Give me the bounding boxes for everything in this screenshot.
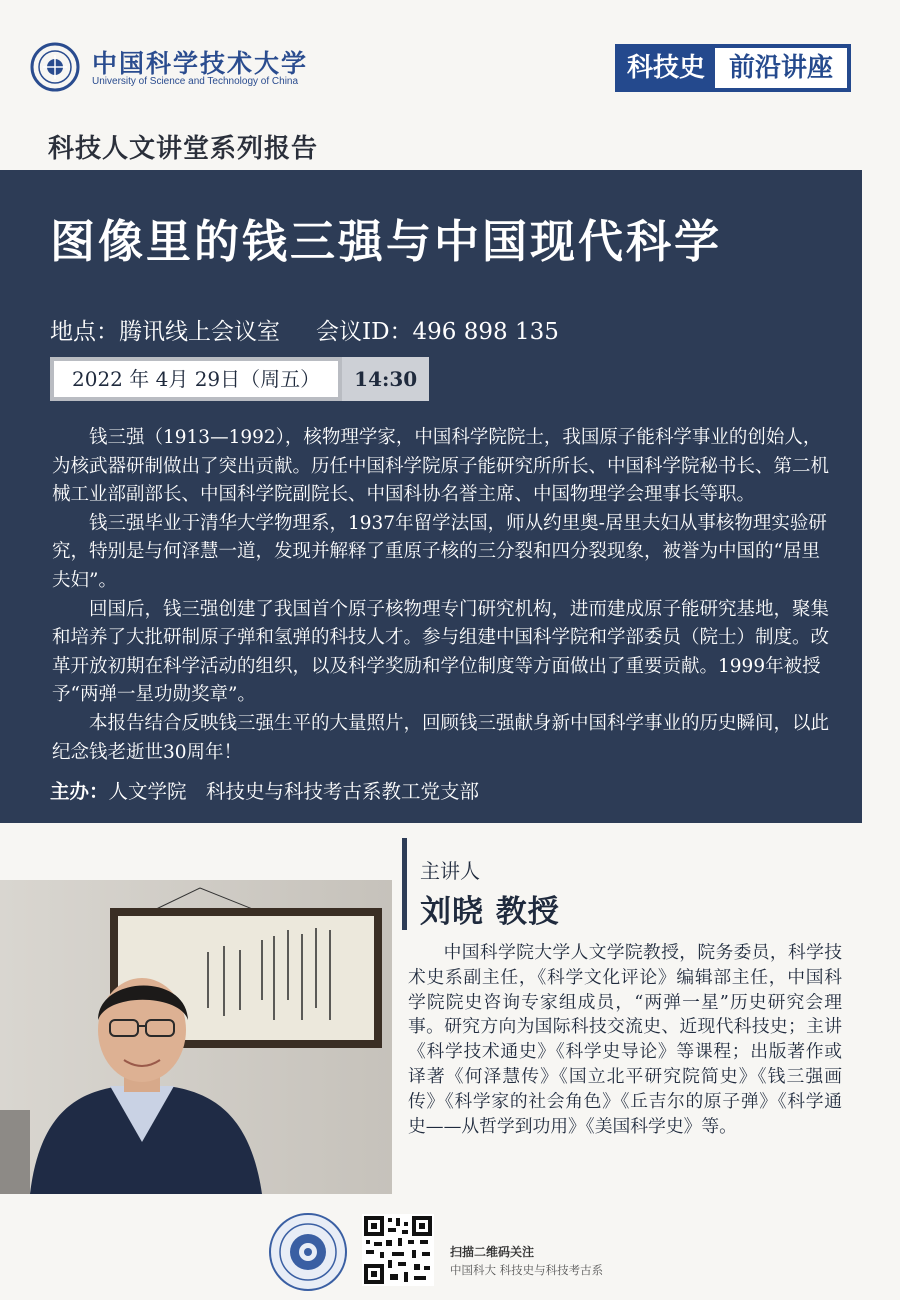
speaker-biography <box>408 941 842 1139</box>
location-text: 地点：腾讯线上会议室 <box>50 319 280 345</box>
intro-paragraph: 回国后，钱三强创建了我国首个原子核物理专门研究机构，进而建成原子能研究基地，聚集和培养了大批研制原子弹和氢弹的科技人才。参与组建中国科学院和学部委员（院士）制度。改革开放初期在科学活动的组织，以及科学奖励和学位制度等方面做出了重要贡献。1999年被授予“两弹一星功勋奖章”。 <box>52 598 830 706</box>
badge-label-right: 前沿讲座 <box>715 48 847 88</box>
event-date: 2022 年 4月 29日（周五） <box>50 357 342 401</box>
scan-qr-caption: 扫描二维码关注 <box>450 1245 535 1259</box>
speaker-photo <box>0 880 392 1194</box>
lecture-title: 图像里的钱三强与中国现代科学 <box>50 215 723 268</box>
lecture-introduction <box>52 424 830 767</box>
speaker-accent-bar <box>402 838 407 930</box>
intro-paragraph: 钱三强（1913—1992），核物理学家，中国科学院院士，我国原子能科学事业的创始人，为核武器研制做出了突出贡献。历任中国科学院原子能研究所所长、中国科学院秘书长、第二机械工业部副部长、中国科学院副院长、中国科协名誉主席、中国物理学会理事长等职。 <box>52 427 830 506</box>
intro-paragraph: 钱三强毕业于清华大学物理系，1937年留学法国，师从约里奥-居里夫妇从事核物理实验研究，特别是与何泽慧一道，发现并解释了重原子核的三分裂和四分裂现象，被誉为中国的“居里夫妇”。 <box>52 512 827 591</box>
department-seal-icon <box>268 1212 348 1292</box>
badge-label-left: 科技史 <box>627 53 706 83</box>
speaker-portrait-image <box>0 880 392 1194</box>
intro-paragraph: 本报告结合反映钱三强生平的大量照片，回顾钱三强献身新中国科学事业的历史瞬间，以此纪念钱老逝世30周年！ <box>52 712 830 763</box>
event-time: 14:30 <box>342 357 429 401</box>
logo-chinese-name: 中国科学技术大学 <box>92 49 309 78</box>
university-seal-icon <box>30 42 80 92</box>
meeting-id-text: 会议ID：496 898 135 <box>316 319 559 345</box>
organizer-line <box>50 776 479 804</box>
qr-code[interactable] <box>362 1214 434 1286</box>
qr-code-icon <box>362 1214 434 1286</box>
speaker-role: 主讲人 <box>420 859 480 883</box>
account-name-caption: 中国科大 科技史与科技考古系 <box>450 1263 604 1277</box>
speaker-name: 刘晓 教授 <box>420 894 560 930</box>
organizer-value: 人文学院 科技史与科技考古系教工党支部 <box>108 780 480 803</box>
date-time-row <box>50 357 429 401</box>
bio-paragraph: 中国科学院大学人文学院教授，院务委员，科学技术史系副主任，《科学文化评论》编辑部主任，中国科学院院史咨询专家组成员，“两弹一星”历史研究会理事。研究方向为国际科技交流史、近现代科技史；主讲《科学技术通史》《科学史导论》等课程；出版著作或译著《何泽慧传》《国立北平研究院简史》《钱三强画传》《科学家的社会角色》《丘吉尔的原子弹》《科学通史——从哲学到功用》《美国科学史》等。 <box>408 942 842 1137</box>
university-logo <box>30 42 350 98</box>
series-title: 科技人文讲堂系列报告 <box>48 134 319 164</box>
lecture-series-badge <box>615 44 851 92</box>
location-line <box>50 313 559 346</box>
organizer-label: 主办： <box>50 780 109 803</box>
logo-english-name: University of Science and Technology of China <box>92 76 299 87</box>
